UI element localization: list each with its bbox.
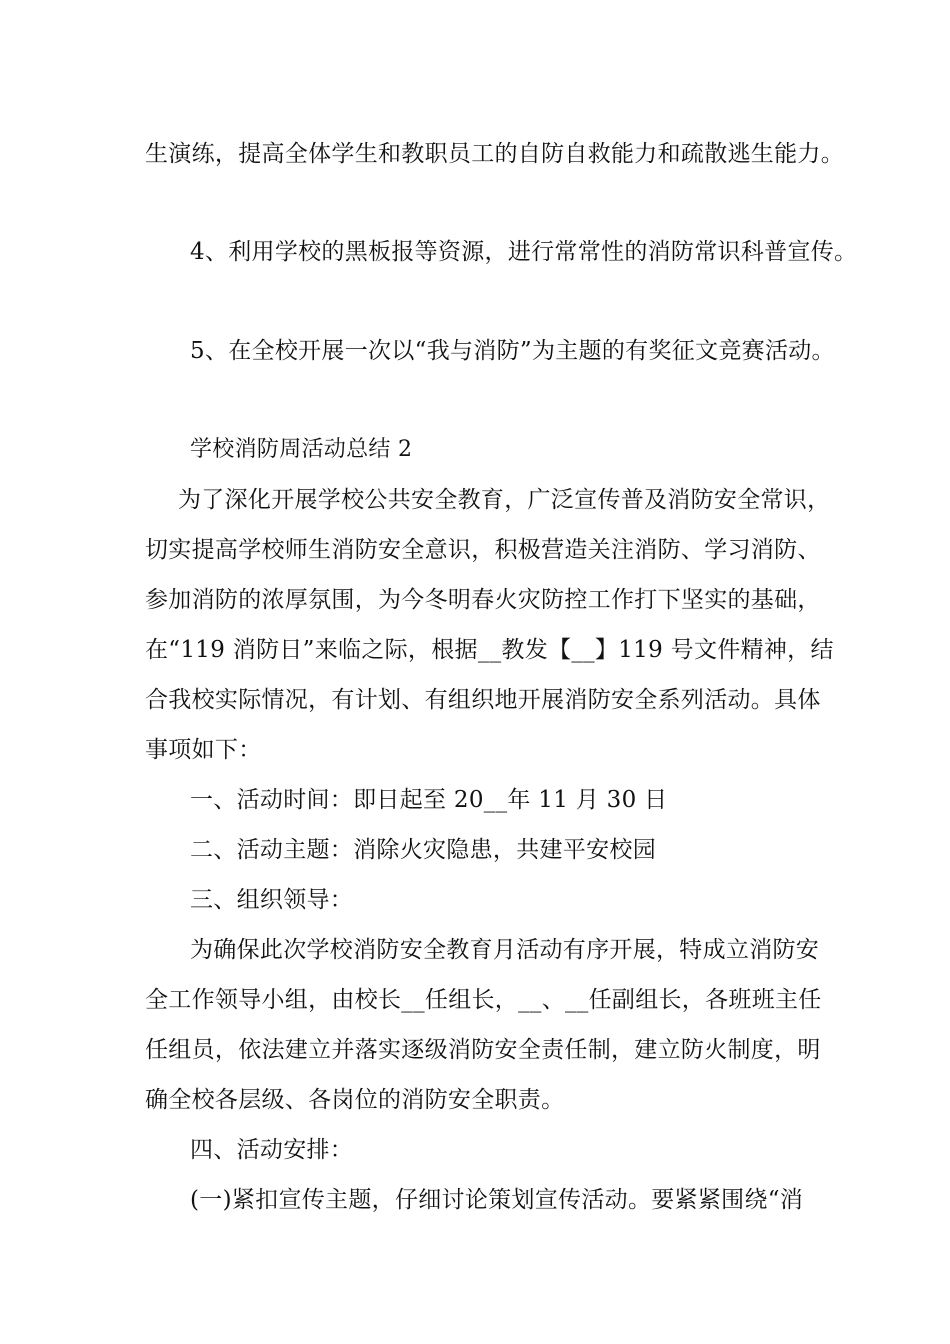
- text-line: 全工作领导小组，由校长__任组长，__、__任副组长，各班班主任: [145, 987, 822, 1013]
- text-line: 任组员，依法建立并落实逐级消防安全责任制，建立防火制度，明: [145, 1037, 821, 1063]
- text-line: 合我校实际情况，有计划、有组织地开展消防安全系列活动。具体: [145, 687, 821, 713]
- text-line: 5、在全校开展一次以“我与消防”为主题的有奖征文竞赛活动。: [190, 338, 835, 364]
- text-line: 为确保此次学校消防安全教育月活动有序开展，特成立消防安: [190, 937, 820, 963]
- text-line: 事项如下：: [145, 737, 262, 763]
- text-line: 为了深化开展学校公共安全教育，广泛宣传普及消防安全常识，: [178, 487, 831, 513]
- text-line: 生演练，提高全体学生和教职员工的自防自救能力和疏散逃生能力。: [145, 141, 844, 167]
- list-item: 三、组织领导：: [190, 887, 354, 913]
- text-line: 在“119 消防日”来临之际，根据__教发【__】119 号文件精神，结: [145, 637, 834, 663]
- section-heading: 学校消防周活动总结 2: [190, 437, 413, 462]
- list-item: 一、活动时间：即日起至 20__年 11 月 30 日: [190, 787, 668, 813]
- text-line: 确全校各层级、各岗位的消防安全职责。: [145, 1087, 565, 1113]
- text-line: (一)紧扣宣传主题，仔细讨论策划宣传活动。要紧紧围绕“消: [190, 1187, 804, 1213]
- text-line: 参加消防的浓厚氛围，为今冬明春火灾防控工作打下坚实的基础，: [145, 587, 821, 613]
- list-item: 二、活动主题：消除火灾隐患，共建平安校园: [190, 837, 656, 863]
- text-line: 切实提高学校师生消防安全意识，积极营造关注消防、学习消防、: [145, 537, 821, 563]
- text-line: 4、利用学校的黑板报等资源，进行常常性的消防常识科普宣传。: [190, 239, 858, 265]
- list-item: 四、活动安排：: [190, 1137, 354, 1163]
